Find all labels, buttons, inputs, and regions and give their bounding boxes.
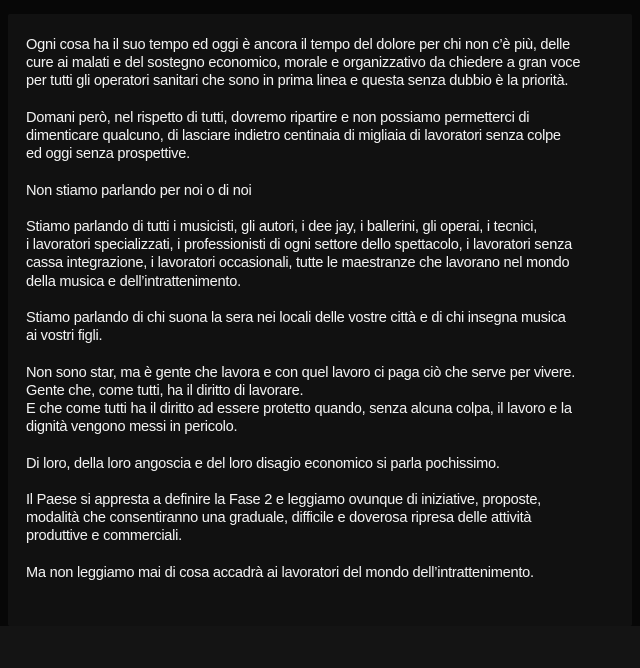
statement-text xyxy=(26,36,628,582)
paragraph-7: Di loro, della loro angoscia e del loro disagio economico si parla pochissimo. xyxy=(26,455,500,472)
paragraph-3: Non stiamo parlando per noi o di noi xyxy=(26,182,252,199)
paragraph-4: Stiamo parlando di tutti i musicisti, gli autori, i dee jay, i ballerini, gli operai, i tecnici, i lavoratori specializzati, i professionisti di ogni settore dello spettacolo, i lavoratori senza cassa integrazione, i lavoratori occasionali, tutte le maestranze che lavorano nel mondo della musica e dell’intrattenimento. xyxy=(26,218,572,290)
bottom-bar xyxy=(0,626,640,668)
paragraph-9: Ma non leggiamo mai di cosa accadrà ai lavoratori del mondo dell’intrattenimento. xyxy=(26,564,534,581)
paragraph-5: Stiamo parlando di chi suona la sera nei locali delle vostre città e di chi insegna musica ai vostri figli. xyxy=(26,309,566,345)
paragraph-8: Il Paese si appresta a definire la Fase 2 e leggiamo ovunque di iniziative, proposte, modalità che consentiranno una graduale, difficile e doverosa ripresa delle attività produttive e commerciali. xyxy=(26,491,541,545)
paragraph-1: Ogni cosa ha il suo tempo ed oggi è ancora il tempo del dolore per chi non c’è più, delle cure ai malati e del sostegno economico, morale e organizzativo da chiedere a gran voce per tutti gli operatori sanitari che sono in prima linea e questa senza dubbio è la priorità. xyxy=(26,37,581,90)
paragraph-2: Domani però, nel rispetto di tutti, dovremo ripartire e non possiamo permetterci di dimenticare qualcuno, di lasciare indietro centinaia di migliaia di lavoratori senza colpe ed oggi senza prospettive. xyxy=(26,109,561,163)
text-panel xyxy=(8,14,632,626)
paragraph-6: Non sono star, ma è gente che lavora e con quel lavoro ci paga ciò che serve per vivere. Gente che, come tutti, ha il diritto di lavorare. E che come tutti ha il diritto ad essere protetto quando, senza alcuna colpa, il lavoro e la dignità vengono messi in pericolo. xyxy=(26,364,576,436)
